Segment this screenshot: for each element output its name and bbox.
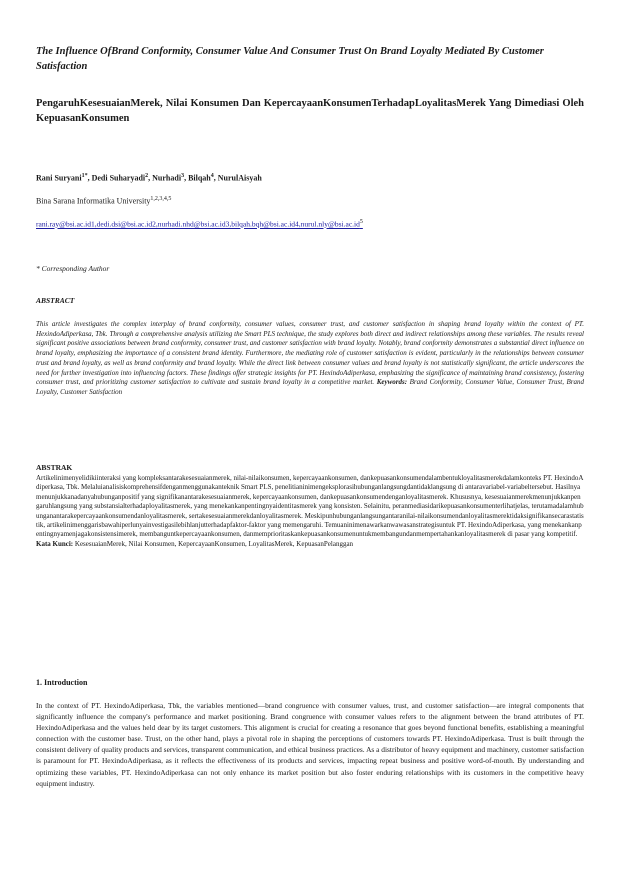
abstrak-keywords-label: Kata Kunci: bbox=[36, 539, 75, 548]
author-2-sup: 2 bbox=[145, 173, 149, 179]
abstrak-body bbox=[36, 474, 584, 549]
email-list[interactable]: rani.ray@bsi.ac.id1,dedi.dsi@bsi.ac.id2,nurhadi.nhd@bsi.ac.id3,bilqah.bqh@bsi.ac.id4,nurul.nly@bsi.ac.id bbox=[36, 219, 360, 229]
introduction-heading: 1. Introduction bbox=[36, 678, 88, 687]
abstrak-heading: ABSTRAK bbox=[36, 463, 73, 472]
author-1-sup: 1* bbox=[81, 173, 88, 179]
introduction-body: In the context of PT. HexindoAdiperkasa, Tbk, the variables mentioned—brand congruence with consumer values, trust, and customer satisfaction—are integral components that significantly influence the company's performance and market positioning. Brand congruence with consumer values refers to the alignment between the brand attributes of PT. HexindoAdiperkasa and the values held dear by its target customers. This alignment is crucial for creating a resonance that goes beyond functional benefits, establishing a meaningful connection with the customer base. Trust, on the other hand, plays a pivotal role in shaping the perceptions of customers towards PT. HexindoAdiperkasa. Trust is built through the consistent delivery of quality products and services, transparent communication, and ethical business practices. As a distributor of heavy equipment and machinery, customer satisfaction is paramount for PT. HexindoAdiperkasa, as it reflects the effectiveness of its products and services, impacting repeat business and positive word-of-mouth. By understanding and optimizing these variables, PT. HexindoAdiperkasa can not only enhance its market position but also foster enduring relationships with its customers in the competitive heavy equipment industry. bbox=[36, 701, 584, 788]
author-3: , Nurhadi bbox=[148, 173, 182, 183]
abstrak-keywords: KesesuaianMerek, Nilai Konsumen, KepercayaanKonsumen, LoyalitasMerek, KepuasanPelanggan bbox=[74, 539, 354, 548]
affiliation-text: Bina Sarana Informatika University bbox=[36, 196, 151, 206]
affiliation-sup: 1,2,3,4,5 bbox=[150, 196, 172, 202]
abstrak-text: Artikelinimenyelidikiinteraksi yang kompleksantarakesesuaianmerek, nilai-nilaikonsumen, kepercayaankonsumen, dankepuasankonsumendalambentukloyalitasmerekdalamkonteks PT. HexindoAdiperkasa, Tbk. Melaluianalisiskomprehensifdenganmenggunakanteknik Smart PLS, penelitianinimengeksplorasihubunganlangsungdantidaklangsung di antaravariabel-variabeltersebut. Hasilnyamenunjukkanadanyahubunganpositif yang signifikanantarakesesuaianmerek, kepercayaankonsumen, dankepuasankonsumendenganloyalitasmerek. Khususnya, kesesuaianmerekmenunjukkanpengaruhlangsung yang substansialterhadaployalitasmerek, yang menekankanpentingnyaidentitasmerek yang konsisten. Selainitu, peranmediasidarikepuasankonsumenterlihatjelas, terutamadalamhubunganantarakepercayaankonsumendanloyalitasmerek, sertakesesuaianmerekdanloyalitasmerek. Meskipunhubunganlangsungantaranilai-nilaikonsumendanloyalitasmerektidaksignifikansecarastatistik, artikelinimenggarisbawahiperlunyainvestigasilebihlanjutterhadapfaktor-faktor yang memengaruhi. Temuaninimenawarkanwawasanstrategisuntuk PT. HexindoAdiperkasa, yang menekankanpentingnyamenjagakonsistensimerek, membanguntkepercayaankonsumen, danmemprioritaskankepuasankonsumenuntukmembangundanmempertahankanloyalitasmerek di pasar yang kompetitif. bbox=[36, 474, 584, 539]
abstract-body bbox=[36, 320, 584, 398]
affiliation bbox=[36, 193, 584, 208]
abstract-keywords-label: Keywords: bbox=[376, 378, 410, 387]
author-5: , NurulAisyah bbox=[213, 173, 262, 183]
author-3-sup: 3 bbox=[181, 173, 185, 179]
author-2: , Dedi Suharyadi bbox=[87, 173, 146, 183]
abstract-keywords: Brand Conformity, Consumer Value, Consumer Trust, Brand Loyalty, Customer Satisfaction bbox=[36, 378, 585, 396]
author-4-sup: 4 bbox=[210, 173, 214, 179]
email-sup: 5 bbox=[359, 219, 363, 225]
email-links[interactable] bbox=[36, 216, 584, 231]
author-list bbox=[36, 170, 584, 185]
abstract-text: This article investigates the complex interplay of brand conformity, consumer values, consumer trust, and customer satisfaction in shaping brand loyalty within the context of PT. HexindoAdiperkasa, Tbk. Through a comprehensive analysis utilizing the Smart PLS technique, the study explores both direct and indirect relationships among these variables. The results reveal significant positive associations between brand conformity, consumer trust, and customer satisfaction with brand loyalty. Notably, brand conformity demonstrates a substantial direct influence on brand loyalty, emphasizing the importance of a consistent brand identity. Furthermore, the mediating role of customer satisfaction is evident, particularly in the relationships between consumer trust and brand loyalty, as well as brand conformity and brand loyalty. While the direct link between consumer values and brand loyalty is not statistically significant, the article underscores the need for further investigation into influencing factors. These findings offer strategic insights for PT. HexindoAdiperkasa, emphasizing the significance of maintaining brand consistency, fostering consumer trust, and prioritizing customer satisfaction to cultivate and sustain brand loyalty in a competitive market. bbox=[36, 320, 584, 387]
author-1: Rani Suryani bbox=[36, 173, 82, 183]
indonesian-title: PengaruhKesesuaianMerek, Nilai Konsumen Dan KepercayaanKonsumenTerhadapLoyalitasMerek Yang Dimediasi Oleh KepuasanKonsumen bbox=[36, 98, 584, 124]
corresponding-author-note: * Corresponding Author bbox=[36, 264, 110, 273]
abstract-heading: ABSTRACT bbox=[36, 296, 75, 305]
author-4: , Bilqah bbox=[184, 173, 211, 183]
english-title: The Influence OfBrand Conformity, Consumer Value And Consumer Trust On Brand Loyalty Mediated By Customer Satisfaction bbox=[36, 46, 544, 72]
